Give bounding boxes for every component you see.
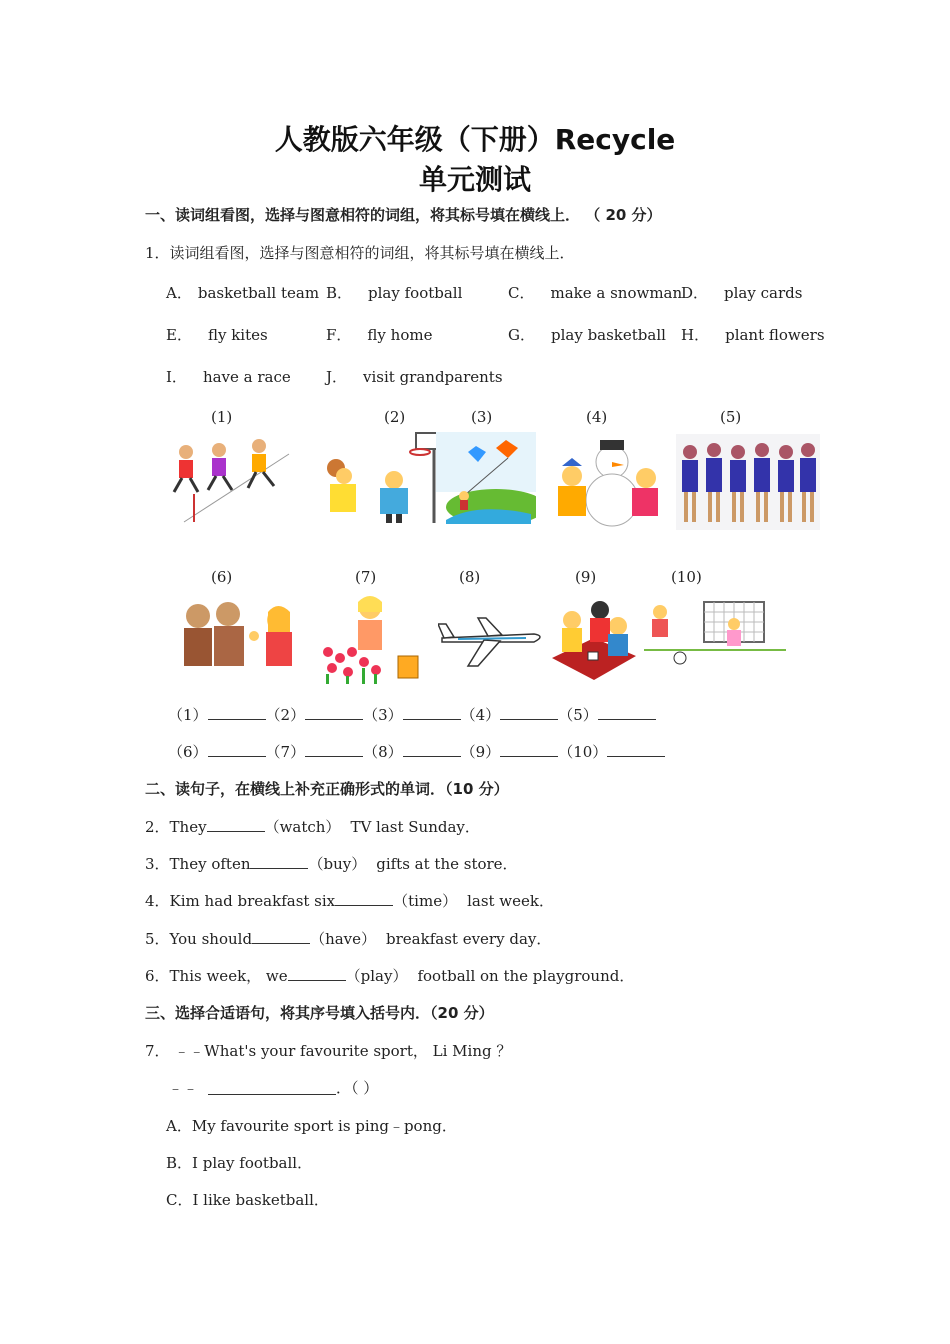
plane-picture <box>438 612 548 670</box>
answer-blank-6[interactable] <box>208 741 266 757</box>
section1-heading: 一、读词组看图，选择与图意相符的词组，将其标号填在横线上． （ 20 分） <box>145 206 662 224</box>
option-e: E． fly kites <box>166 326 268 344</box>
option-b: B． play football <box>326 284 463 302</box>
question-7-blank[interactable] <box>208 1079 336 1095</box>
question-2: 2．They （watch） TV last Sunday． <box>145 818 480 836</box>
pic-label-9: (9) <box>575 568 597 586</box>
question-5-blank[interactable] <box>252 928 310 944</box>
cards-picture <box>548 598 638 682</box>
pic-label-5: (5) <box>720 408 742 426</box>
answer-blank-9[interactable] <box>500 741 558 757</box>
answer-blank-10[interactable] <box>607 741 665 757</box>
question-6-blank[interactable] <box>288 965 346 981</box>
pic-label-4: (4) <box>586 408 608 426</box>
football-picture <box>644 598 786 666</box>
pic-label-7: (7) <box>355 568 377 586</box>
choice-a: A．My favourite sport is ping﹣pong． <box>166 1117 457 1135</box>
page-title: 人教版六年级（下册）Recycle <box>274 123 676 156</box>
pic-label-6: (6) <box>211 568 233 586</box>
question-4: 4．Kim had breakfast six （time） last week． <box>145 892 554 910</box>
option-g: G． play basketball <box>508 326 666 344</box>
basketball-team-picture <box>676 434 820 530</box>
option-c: C． make a snowman <box>508 284 683 302</box>
question-5: 5．You should （have） breakfast every day． <box>145 930 552 948</box>
option-a: A． basketball team <box>166 284 320 302</box>
section3-heading: 三、选择合适语句，将其序号填入括号内．（20 分） <box>145 1004 494 1022</box>
answer-blank-2[interactable] <box>305 704 363 720</box>
race-picture <box>164 432 294 524</box>
question-2-blank[interactable] <box>207 816 265 832</box>
kite-picture <box>436 432 536 524</box>
answer-row-1: （1） （2） （3） （4） （5） <box>168 704 656 725</box>
pic-label-1: (1) <box>211 408 233 426</box>
snowman-picture <box>548 432 666 528</box>
pic-label-8: (8) <box>459 568 481 586</box>
answer-blank-8[interactable] <box>403 741 461 757</box>
pic-label-10: (10) <box>671 568 702 586</box>
option-j: J． visit grandparents <box>326 368 503 386</box>
question-4-blank[interactable] <box>335 890 393 906</box>
page-subtitle: 单元测试 <box>418 163 531 196</box>
answer-blank-4[interactable] <box>500 704 558 720</box>
question-7: 7． ﹣﹣What's your favourite sport， Li Ming ？ <box>145 1042 512 1060</box>
pic-label-3: (3) <box>471 408 493 426</box>
answer-blank-7[interactable] <box>305 741 363 757</box>
option-d: D． play cards <box>681 284 803 302</box>
answer-blank-5[interactable] <box>598 704 656 720</box>
grandparents-picture <box>178 598 300 670</box>
question-1: 1．读词组看图，选择与图意相符的词组，将其标号填在横线上． <box>145 244 575 262</box>
pic-label-2: (2) <box>384 408 406 426</box>
section2-heading: 二、读句子，在横线上补充正确形式的单词．（10 分） <box>145 780 509 798</box>
question-6: 6．This week， we （play） football on the playground． <box>145 967 635 985</box>
choice-b: B．I play football． <box>166 1154 313 1172</box>
basketball-picture <box>316 428 442 523</box>
option-i: I． have a race <box>166 368 291 386</box>
answer-row-2: （6） （7） （8） （9） （10） <box>168 741 665 762</box>
question-7-answer: ﹣﹣ ．（ ） <box>168 1079 379 1097</box>
answer-blank-3[interactable] <box>403 704 461 720</box>
option-f: F． fly home <box>326 326 433 344</box>
answer-blank-1[interactable] <box>208 704 266 720</box>
choice-c: C．I like basketball． <box>166 1191 329 1209</box>
option-h: H． plant flowers <box>681 326 825 344</box>
flowers-picture <box>318 592 422 684</box>
question-3: 3．They often （buy） gifts at the store． <box>145 855 518 873</box>
question-3-blank[interactable] <box>250 853 308 869</box>
